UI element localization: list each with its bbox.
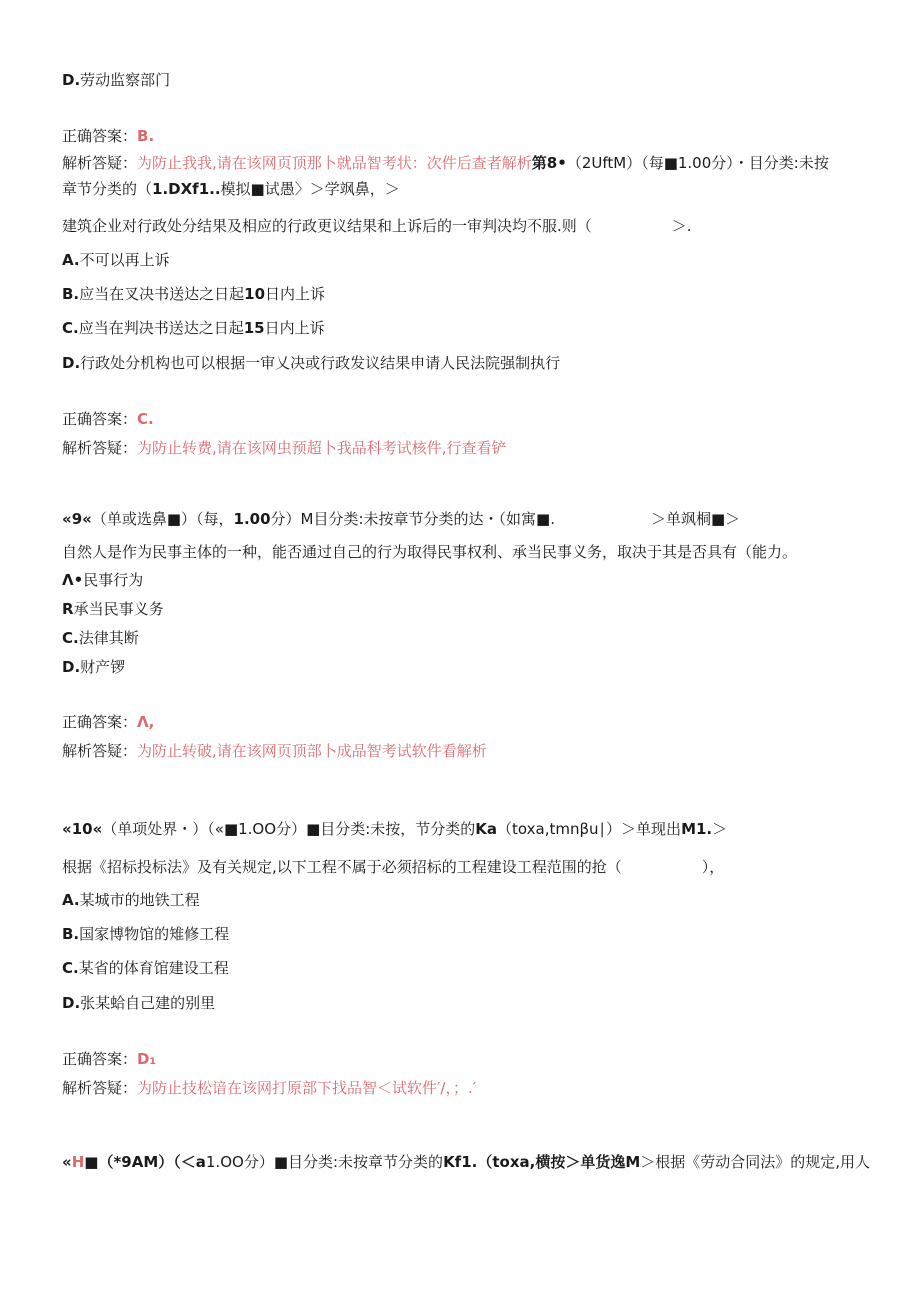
q10-header: «10«（单项处界・）（«■1.OO分）■目分类:未按，节分类的Ka（toxa,tmnβu∣）＞单现出M1.＞	[62, 820, 728, 838]
q7-analysis: 解析答疑：为防止我我,请在该网页顶那卜就品智考状：次件后查者解析第8•（2UftM）（每■1.00分）・目分类:未按	[62, 154, 829, 172]
q8-stem: 建筑企业对行政处分结果及相应的行政更议结果和上诉后的一审判决均不服.则（ ＞.	[62, 217, 692, 235]
q9-stem: 自然人是作为民事主体的一种，能否通过自己的行为取得民事权利、承当民事义务，取决于其是否具有（能力。	[62, 543, 798, 561]
q9-option-b: R承当民事义务	[62, 600, 164, 618]
q9-analysis: 解析答疑：为防止转破,请在该网页顶部卜成品智考试软件看解析	[62, 742, 487, 760]
q10-answer: 正确答案：D₁	[62, 1050, 157, 1068]
q10-option-b: B.国家博物馆的雉修工程	[62, 925, 230, 943]
q7-answer: 正确答案：B.	[62, 127, 155, 145]
q8-option-a: A.不可以再上诉	[62, 251, 170, 269]
q10-stem: 根据《招标投标法》及有关规定,以下工程不属于必须招标的工程建设工程范围的抢（ ），	[62, 858, 725, 876]
q10-option-d: D.张某蛤自己建的别里	[62, 994, 216, 1012]
q9-answer: 正确答案：Λ,	[62, 713, 155, 731]
q8-option-c: C.应当在判决书送达之日起15日内上诉	[62, 319, 325, 337]
q8-analysis: 解析答疑：为防止转费,请在该网虫预超卜我品科考试核件,行查看铲	[62, 439, 507, 457]
q8-answer: 正确答案：C.	[62, 410, 154, 428]
q8-header-line2: 章节分类的（1.DXf1..模拟■试愚〉＞学飒鼻，＞	[62, 180, 400, 198]
q10-analysis: 解析答疑：为防止技松谙在该网打原部下找品智＜试软件′∕，；.′	[62, 1079, 477, 1097]
q9-option-c: C.法律其断	[62, 629, 139, 647]
q10-option-c: C.某省的体育馆建设工程	[62, 959, 229, 977]
q9-header: «9«（单或选鼻■）（每，1.00分）M目分类:未按章节分类的达・（如寓■. ＞单飒桐■＞	[62, 510, 741, 528]
q8-option-d: D.行政处分机构也可以根据一审乂决或行政发议结果申请人民法院强制执行	[62, 354, 561, 372]
q7-option-d: D.劳动监察部门	[62, 71, 171, 89]
q9-option-a: Λ•民事行为	[62, 571, 144, 589]
q11-header: «H■（*9AM）（＜a1.OO分）■目分类:未按章节分类的Kf1.（toxa,横按＞单货逸M＞根据《劳动合同法》的规定,用人	[62, 1153, 871, 1171]
q8-option-b: B.应当在叉决书送达之日起10日内上诉	[62, 285, 326, 303]
q10-option-a: A.某城市的地铁工程	[62, 891, 200, 909]
q9-option-d: D.财产锣	[62, 658, 126, 676]
